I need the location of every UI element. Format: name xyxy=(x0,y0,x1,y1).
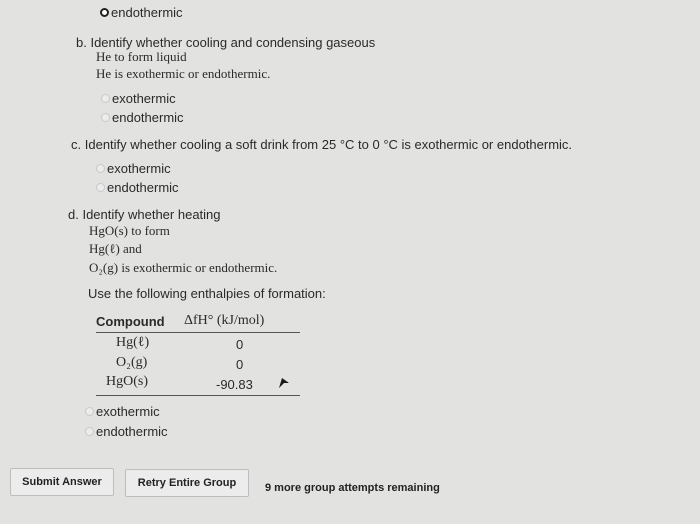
table-cell-value: 0 xyxy=(236,357,244,372)
radio-label: endothermic xyxy=(112,110,184,125)
radio-button[interactable] xyxy=(101,113,110,122)
radio-button[interactable] xyxy=(101,94,110,103)
retry-entire-group-button[interactable]: Retry Entire Group xyxy=(125,469,249,497)
radio-option-endothermic-c[interactable] xyxy=(96,180,179,195)
radio-option-endothermic-d[interactable] xyxy=(85,424,168,439)
table-cell-compound: Hg(ℓ) xyxy=(116,335,150,350)
radio-option-endothermic-b[interactable] xyxy=(101,110,184,125)
question-text: Identify whether cooling and condensing gaseous xyxy=(90,35,376,50)
radio-label: endothermic xyxy=(111,5,183,20)
enthalpy-instruction: Use the following enthalpies of formation: xyxy=(88,286,326,301)
radio-button[interactable] xyxy=(85,427,94,436)
table-header-rule xyxy=(96,332,300,333)
submit-answer-button[interactable]: Submit Answer xyxy=(10,468,114,496)
radio-button[interactable] xyxy=(96,164,105,173)
question-d-line3: Hg(ℓ) and xyxy=(89,241,142,256)
radio-button[interactable] xyxy=(96,183,105,192)
question-label: d. xyxy=(68,207,79,222)
question-b-line3: He is exothermic or endothermic. xyxy=(96,66,271,81)
attempts-remaining-text: 9 more group attempts remaining xyxy=(265,482,440,494)
radio-button[interactable] xyxy=(85,407,94,416)
question-c-prompt xyxy=(71,137,572,153)
question-text: Identify whether cooling a soft drink from 25 °C to 0 °C is exothermic or endothermic. xyxy=(84,137,573,152)
mouse-cursor-icon xyxy=(278,377,290,389)
table-cell-compound: HgO(s) xyxy=(106,374,148,389)
radio-option-exothermic-b[interactable] xyxy=(101,91,176,106)
table-cell-compound: O₂(g) xyxy=(116,355,148,370)
radio-label: exothermic xyxy=(112,91,176,106)
radio-label: endothermic xyxy=(96,424,168,439)
table-cell-value: -90.83 xyxy=(216,377,253,392)
radio-option-endothermic-a[interactable] xyxy=(100,5,183,20)
question-label: b. xyxy=(76,35,87,50)
radio-option-exothermic-c[interactable] xyxy=(96,161,171,176)
radio-label: exothermic xyxy=(96,404,160,419)
table-bottom-rule xyxy=(96,395,300,396)
table-header-compound: Compound xyxy=(96,314,165,329)
question-d-line2: HgO(s) to form xyxy=(89,223,170,238)
table-cell-value: 0 xyxy=(236,337,244,352)
question-label: c. xyxy=(71,137,82,152)
question-d-prompt xyxy=(68,207,221,223)
radio-option-exothermic-d[interactable] xyxy=(85,404,160,419)
question-d-line4: O₂(g) is exothermic or endothermic. xyxy=(89,260,278,275)
question-text: Identify whether heating xyxy=(82,207,221,222)
radio-button[interactable] xyxy=(100,8,109,17)
table-header-enthalpy: ΔfH° (kJ/mol) xyxy=(184,313,265,328)
radio-label: exothermic xyxy=(107,161,171,176)
radio-label: endothermic xyxy=(107,180,179,195)
question-b-line2: He to form liquid xyxy=(96,49,187,64)
